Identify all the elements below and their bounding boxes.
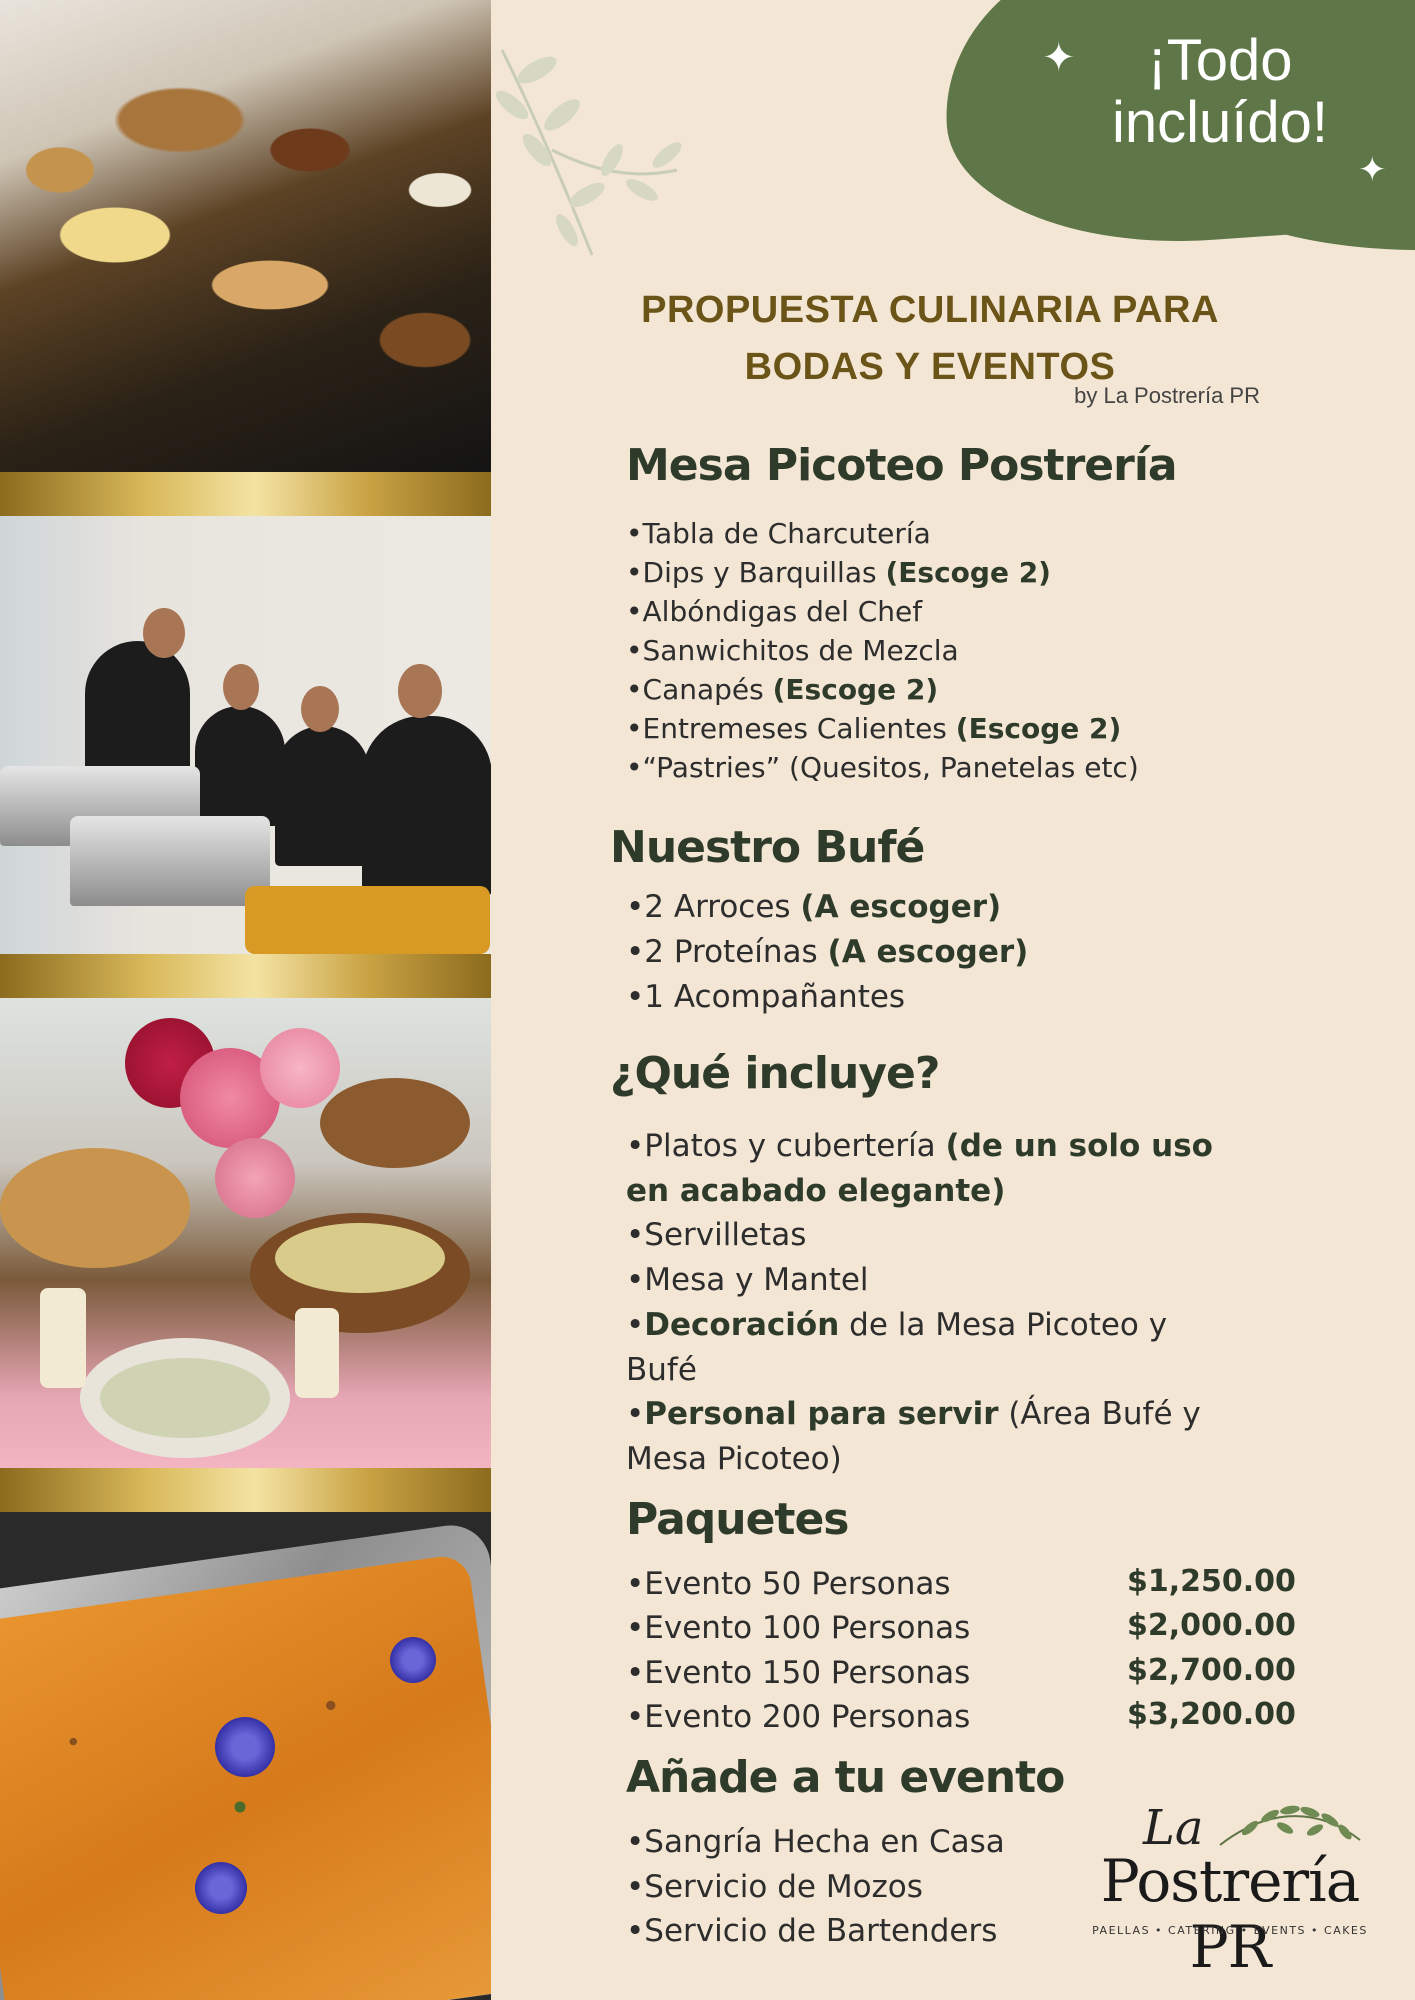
price-list <box>1127 1560 1296 1737</box>
mesa-list <box>626 514 1139 787</box>
grazing-table-photo <box>0 0 491 472</box>
item-emphasis: (de un solo uso en acabado elegante) <box>626 1128 1213 1209</box>
bufe-item <box>626 930 1028 975</box>
item-text: •Servilletas <box>626 1217 807 1254</box>
item-note: (Escoge 2) <box>772 673 939 706</box>
leaf-branch-icon <box>492 30 692 260</box>
mesa-item <box>626 670 1139 709</box>
catering-staff-photo <box>0 516 491 954</box>
item-text: •1 Acompañantes <box>626 979 906 1015</box>
addon-item: •Sangría Hecha en Casa <box>626 1824 1005 1860</box>
addon-item: •Servicio de Mozos <box>626 1868 923 1905</box>
gold-divider <box>0 472 491 516</box>
item-text: •Albóndigas del Chef <box>626 595 923 628</box>
package-label: •Evento 200 Personas <box>626 1698 971 1735</box>
mesa-heading: Mesa Picoteo Postrería <box>626 440 1177 491</box>
byline: by La Postrería PR <box>1074 383 1260 408</box>
mesa-item <box>626 748 1139 787</box>
item-text: •Platos y cubertería <box>626 1128 946 1164</box>
package-label: •Evento 100 Personas <box>626 1610 971 1647</box>
incluye-item <box>626 1213 1226 1258</box>
item-emphasis: Decoración <box>644 1306 840 1343</box>
package-label: •Evento 150 Personas <box>626 1654 971 1691</box>
incluye-item <box>626 1258 1226 1303</box>
mesa-item <box>626 553 1139 592</box>
item-note: (Escoge 2) <box>885 556 1051 589</box>
incluye-item <box>626 1303 1226 1392</box>
anade-heading: Añade a tu evento <box>626 1752 1065 1803</box>
item-text: •Entremeses Calientes <box>626 712 956 745</box>
item-text: • <box>626 1396 645 1433</box>
item-text: •Sanwichitos de Mezcla <box>626 634 959 667</box>
bufe-item <box>626 885 1028 930</box>
package-label: •Evento 50 Personas <box>626 1566 951 1602</box>
item-text: de la Mesa Picoteo y Bufé <box>626 1306 1168 1388</box>
gold-divider <box>0 1468 491 1512</box>
item-note: (A escoger) <box>800 889 1002 925</box>
bufe-heading: Nuestro Bufé <box>610 822 925 873</box>
item-emphasis: Personal para servir <box>644 1396 999 1433</box>
package-price: $1,250.00 <box>1127 1564 1296 1599</box>
item-note: (A escoger) <box>827 934 1029 970</box>
item-text: •Tabla de Charcutería <box>626 517 931 550</box>
incluye-list <box>626 1124 1226 1482</box>
package-price: $2,700.00 <box>1127 1652 1296 1688</box>
rice-tray-photo <box>0 1512 491 2000</box>
item-text: •2 Arroces <box>626 889 801 925</box>
item-text: • <box>626 1306 645 1343</box>
incluye-item <box>626 1392 1226 1481</box>
anade-list <box>626 1820 1005 1954</box>
dessert-table-photo <box>0 998 491 1468</box>
incluye-heading: ¿Qué incluye? <box>610 1048 940 1099</box>
item-text: •“Pastries” (Quesitos, Panetelas etc) <box>626 751 1139 784</box>
item-text: •Dips y Barquillas <box>626 556 886 589</box>
item-note: (Escoge 2) <box>955 712 1122 745</box>
sparkle-icon: ✦ <box>1358 150 1387 190</box>
package-price: $2,000.00 <box>1127 1608 1296 1644</box>
page-title: PROPUESTA CULINARIA PARA BODAS Y EVENTOS <box>641 289 1219 388</box>
mesa-item <box>626 709 1139 748</box>
todo-incluido-badge: ¡Todo incluído! <box>1111 28 1329 155</box>
mesa-item <box>626 631 1139 670</box>
item-text: •Canapés <box>626 673 773 706</box>
sparkle-icon: ✦ <box>1042 35 1076 81</box>
mesa-item <box>626 514 1139 553</box>
paquetes-list <box>626 1562 970 1739</box>
package-price: $3,200.00 <box>1127 1696 1296 1732</box>
gold-divider <box>0 954 491 998</box>
mesa-item <box>626 592 1139 631</box>
item-text: •Mesa y Mantel <box>626 1262 869 1299</box>
incluye-item <box>626 1124 1226 1213</box>
photo-column <box>0 0 491 2000</box>
paquetes-heading: Paquetes <box>626 1494 849 1545</box>
bufe-item <box>626 975 1028 1020</box>
bufe-list <box>626 885 1028 1020</box>
item-text: (Área Bufé y Mesa Picoteo) <box>626 1396 1201 1477</box>
addon-item: •Servicio de Bartenders <box>626 1913 998 1949</box>
item-text: •2 Proteínas <box>626 934 828 970</box>
la-postreria-logo: La Postrería PR PAELLAS • CATERING • EVENTS • CAKES <box>1065 1800 1395 1950</box>
